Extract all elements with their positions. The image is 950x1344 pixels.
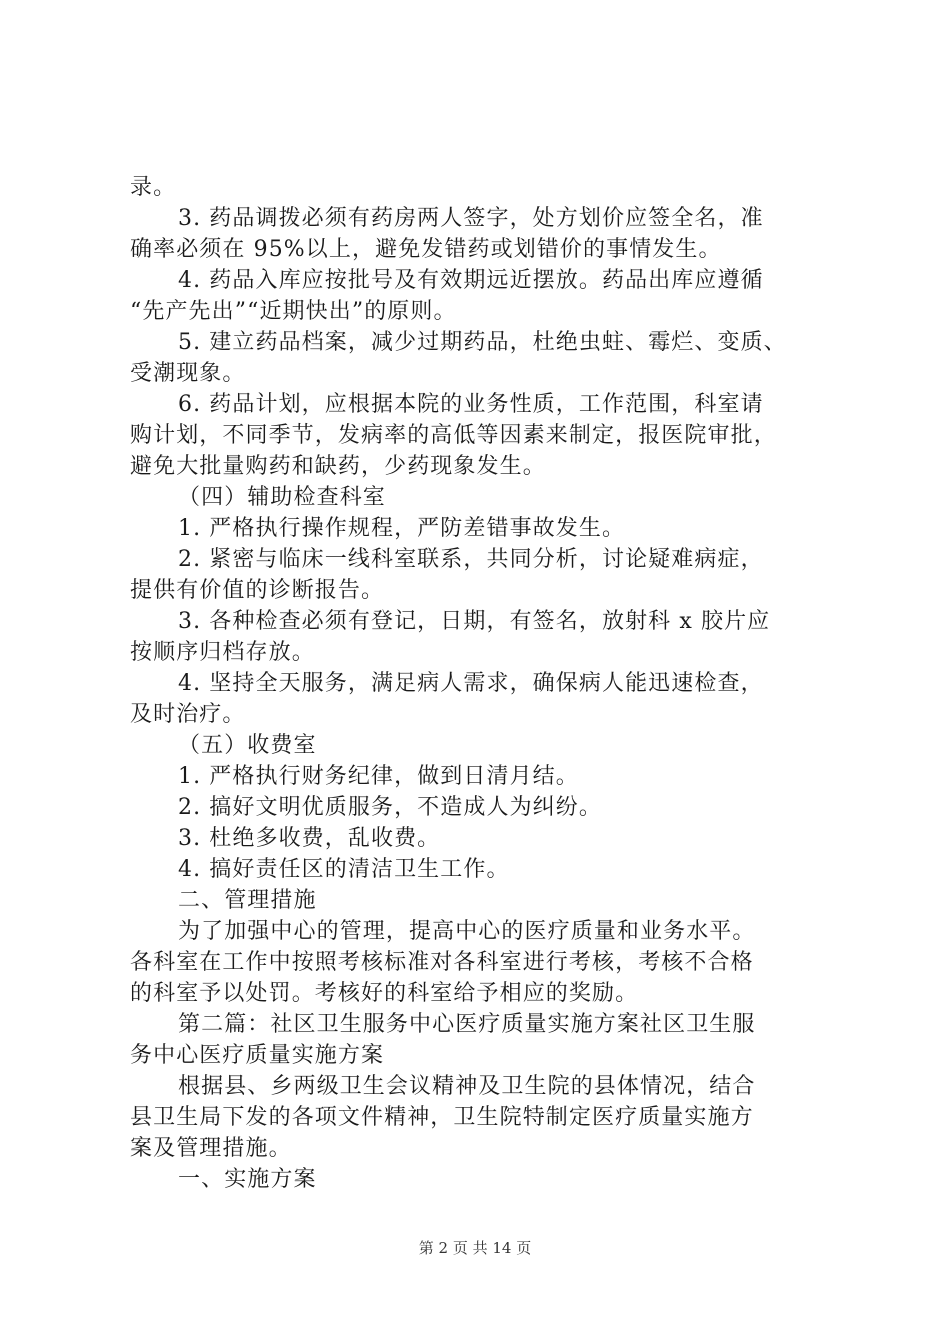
- text-line: 按顺序归档存放。: [130, 640, 315, 665]
- text-line: 购计划，不同季节，发病率的高低等因素来制定，报医院审批，: [130, 423, 777, 448]
- text-line: 2. 搞好文明优质服务，不造成人为纠纷。: [178, 795, 602, 820]
- text-line: 5. 建立药品档案，减少过期药品，杜绝虫蛀、霉烂、变质、: [178, 330, 787, 355]
- text-line: 受潮现象。: [130, 361, 246, 386]
- text-line: 为了加强中心的管理，提高中心的医疗质量和业务水平。: [178, 919, 756, 944]
- text-line: “先产先出”“近期快出”的原则。: [130, 299, 457, 324]
- section-heading: （五）收费室: [178, 733, 317, 758]
- text-line: 录。: [130, 175, 177, 200]
- text-line: 1. 严格执行操作规程，严防差错事故发生。: [178, 516, 626, 541]
- text-line: 避免大批量购药和缺药，少药现象发生。: [130, 454, 546, 479]
- section-heading: （四）辅助检查科室: [178, 485, 386, 510]
- text-line: 确率必须在 95%以上，避免发错药或划错价的事情发生。: [130, 237, 722, 262]
- text-line: 的科室予以处罚。考核好的科室给予相应的奖励。: [130, 981, 639, 1006]
- text-line: 4. 搞好责任区的清洁卫生工作。: [178, 857, 510, 882]
- section-heading: 一、实施方案: [178, 1167, 317, 1192]
- text-line: 6. 药品计划，应根据本院的业务性质，工作范围，科室请: [178, 392, 764, 417]
- text-line: 1. 严格执行财务纪律，做到日清月结。: [178, 764, 579, 789]
- text-line: 2. 紧密与临床一线科室联系，共同分析，讨论疑难病症，: [178, 547, 764, 572]
- chapter-title-continued: 务中心医疗质量实施方案: [130, 1043, 385, 1068]
- document-body: [130, 172, 840, 1195]
- text-line: 各科室在工作中按照考核标准对各科室进行考核，考核不合格: [130, 950, 754, 975]
- text-line: 3. 杜绝多收费，乱收费。: [178, 826, 441, 851]
- text-line: 提供有价值的诊断报告。: [130, 578, 385, 603]
- chapter-title: 第二篇：社区卫生服务中心医疗质量实施方案社区卫生服: [178, 1012, 756, 1037]
- section-heading: 二、管理措施: [178, 888, 317, 913]
- text-line: 3. 各种检查必须有登记，日期，有签名，放射科 x 胶片应: [178, 609, 771, 634]
- text-line: 及时治疗。: [130, 702, 246, 727]
- text-line: 根据县、乡两级卫生会议精神及卫生院的县体情况，结合: [178, 1074, 756, 1099]
- text-line: 案及管理措施。: [130, 1136, 292, 1161]
- text-line: 4. 坚持全天服务，满足病人需求，确保病人能迅速检查，: [178, 671, 764, 696]
- text-line: 县卫生局下发的各项文件精神，卫生院特制定医疗质量实施方: [130, 1105, 754, 1130]
- text-line: 3. 药品调拨必须有药房两人签字，处方划价应签全名，准: [178, 206, 764, 231]
- text-line: 4. 药品入库应按批号及有效期远近摆放。药品出库应遵循: [178, 268, 764, 293]
- page-number-footer: 第 2 页 共 14 页: [418, 1239, 532, 1257]
